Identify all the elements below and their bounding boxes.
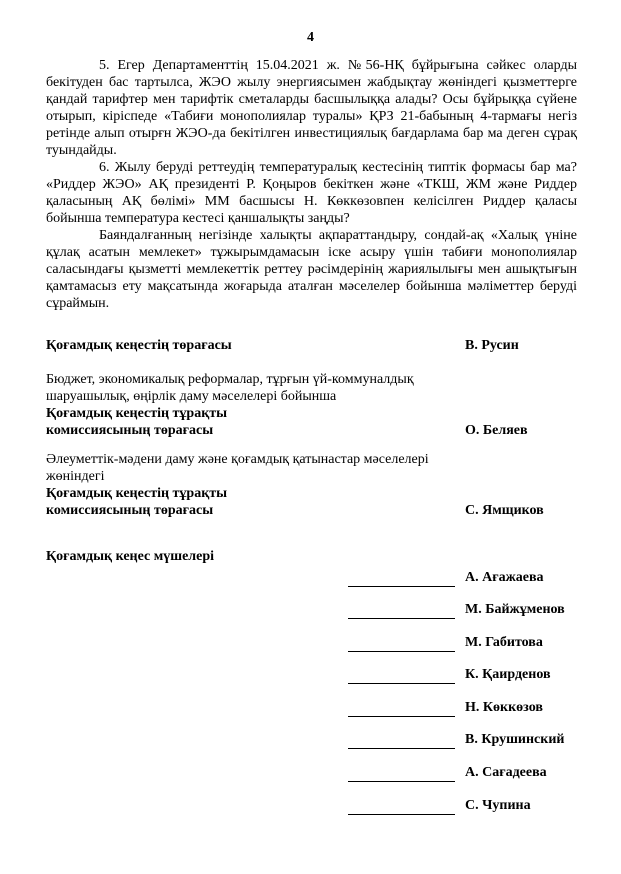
member-name: М. Байжұменов xyxy=(465,602,565,617)
member-row xyxy=(46,569,577,589)
page-number: 4 xyxy=(307,30,314,45)
member-row xyxy=(46,634,577,654)
body-paragraph: 5. Егер Департаменттің 15.04.2021 ж. №56-НҚ бұйрығына сәйкес оларды бекітуден бас тартылса, ЖЭО жылу энергиясымен жабдықтау жөніндегі қызметтерге қандай тарифтер мен тарифтік сметаларды басшылыққа алады? Осы бұйрыққа сүйене отырып, кіріспеде «Табиғи монополиялар туралы» ҚРЗ 21-бабының 4-тармағы негіз ретінде алып отырғн ЖЭО-да бекітілген инвестициялық бағдарлама бар ма деген сұрақ туындайды. xyxy=(46,58,577,158)
signature-line xyxy=(348,716,455,717)
member-name: В. Крушинский xyxy=(465,732,565,747)
member-name: С. Чупина xyxy=(465,798,531,813)
signatory-title-line: шаруашылық, өңірлік даму мәселелері бойынша xyxy=(46,389,337,404)
signatory-title-line: Қоғамдық кеңестің тұрақты xyxy=(46,486,228,501)
member-row xyxy=(46,666,577,686)
signature-line xyxy=(348,748,455,749)
member-name: К. Қаирденов xyxy=(465,667,551,682)
signature-block-chairman xyxy=(46,337,577,354)
signature-block-budget-commission xyxy=(46,371,577,439)
body-paragraph: 6. Жылу беруді реттеудің температуралық кестесінің типтік формасы бар ма? «Риддер ЖЭО» АҚ президенті Р. Қоңыров бекіткен және «ТКШ, ЖМ және Риддер қаласының АҚ бөлімі» ММ басшысы Н. Көккөзовпен келісілген Риддер қаласы бойынша температура кестесі қаншалықты заңды? xyxy=(46,160,577,226)
member-row xyxy=(46,731,577,751)
signature-line xyxy=(348,781,455,782)
document-body xyxy=(46,57,577,312)
member-name: М. Габитова xyxy=(465,635,543,650)
signatory-title-line: Әлеуметтік-мәдени даму және қоғамдық қатынастар мәселелері xyxy=(46,452,429,467)
member-row xyxy=(46,601,577,621)
signatory-name: В. Русин xyxy=(465,338,519,353)
member-name: Н. Көккөзов xyxy=(465,700,543,715)
signatory-name: С. Ямщиков xyxy=(465,503,544,518)
signatory-title-line: Қоғамдық кеңестің тұрақты xyxy=(46,406,228,421)
body-paragraph: Баяндалғанның негізінде халықты ақпараттандыру, сондай-ақ «Халық үніне құлақ асатын мемлекет» тұжырымдамасын іске асыру үшін табиғи монополиялар саласындағы қызметті мемлекеттік реттеу рәсімдерінің жариялылығы мен ашықтығын қамтамасыз ету мақсатында жоғарыда аталған мәселелер бойынша мәліметтер беруді сұраймын. xyxy=(46,228,577,311)
signatory-title-line: Бюджет, экономикалық реформалар, тұрғын үй-коммуналдық xyxy=(46,372,414,387)
signature-line xyxy=(348,683,455,684)
member-name: А. Сағадеева xyxy=(465,765,547,780)
member-name: А. Ағажаева xyxy=(465,570,544,585)
member-row xyxy=(46,797,577,817)
signatory-title-line: жөніндегі xyxy=(46,469,105,484)
member-row xyxy=(46,699,577,719)
signatory-name: О. Беляев xyxy=(465,423,528,438)
signature-line xyxy=(348,586,455,587)
signatory-title-line: Қоғамдық кеңестің төрағасы xyxy=(46,338,232,353)
signature-line xyxy=(348,618,455,619)
member-row xyxy=(46,764,577,784)
signature-line xyxy=(348,814,455,815)
signature-block-social-commission xyxy=(46,451,577,519)
signatory-title-line: комиссиясының төрағасы xyxy=(46,423,214,438)
signatory-title-line: комиссиясының төрағасы xyxy=(46,503,214,518)
signature-line xyxy=(348,651,455,652)
members-heading: Қоғамдық кеңес мүшелері xyxy=(46,549,215,564)
